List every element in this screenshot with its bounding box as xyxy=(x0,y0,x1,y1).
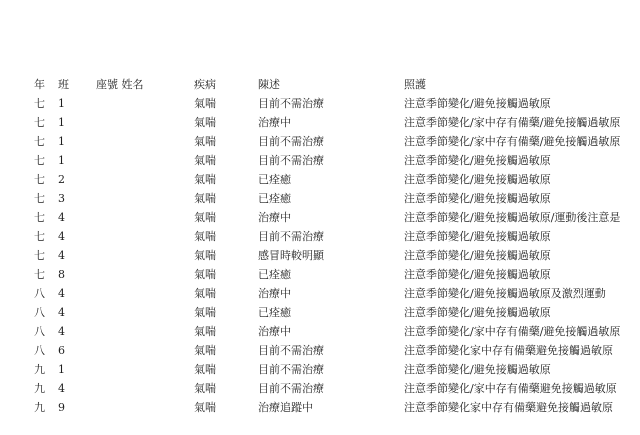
cell-class: 4 xyxy=(58,249,65,262)
table-header xyxy=(0,76,640,94)
cell-status: 目前不需治療 xyxy=(258,382,324,395)
cell-disease: 氣喘 xyxy=(194,344,216,357)
cell-class: 4 xyxy=(58,306,65,319)
cell-grade: 七 xyxy=(34,192,45,205)
cell-disease: 氣喘 xyxy=(194,230,216,243)
cell-grade: 七 xyxy=(34,97,45,110)
table-row xyxy=(0,171,640,189)
cell-disease: 氣喘 xyxy=(194,306,216,319)
cell-status: 目前不需治療 xyxy=(258,363,324,376)
cell-disease: 氣喘 xyxy=(194,192,216,205)
cell-class: 3 xyxy=(58,192,65,205)
cell-class: 1 xyxy=(58,116,65,129)
table-row xyxy=(0,133,640,151)
cell-grade: 七 xyxy=(34,268,45,281)
cell-care: 注意季節變化/家中存有備藥/避免接觸過敏原 xyxy=(404,325,621,338)
cell-class: 4 xyxy=(58,211,65,224)
cell-grade: 七 xyxy=(34,249,45,262)
cell-care: 注意季節變化/家中存有備藥/避免接觸過敏原 xyxy=(404,116,621,129)
cell-class: 2 xyxy=(58,173,65,186)
cell-grade: 七 xyxy=(34,230,45,243)
table-row xyxy=(0,228,640,246)
cell-grade: 九 xyxy=(34,401,45,414)
cell-grade: 七 xyxy=(34,154,45,167)
cell-grade: 七 xyxy=(34,211,45,224)
table-row xyxy=(0,380,640,398)
cell-disease: 氣喘 xyxy=(194,401,216,414)
table-row xyxy=(0,399,640,417)
cell-class: 1 xyxy=(58,363,65,376)
table-row xyxy=(0,285,640,303)
cell-class: 4 xyxy=(58,287,65,300)
table-row xyxy=(0,152,640,170)
cell-status: 感冒時較明顯 xyxy=(258,249,324,262)
cell-grade: 八 xyxy=(34,325,45,338)
cell-grade: 八 xyxy=(34,287,45,300)
table-row xyxy=(0,342,640,360)
cell-disease: 氣喘 xyxy=(194,116,216,129)
cell-class: 6 xyxy=(58,344,65,357)
cell-class: 9 xyxy=(58,401,65,414)
cell-care: 注意季節變化家中存有備藥避免接觸過敏原 xyxy=(404,401,613,414)
cell-status: 治療中 xyxy=(258,287,291,300)
cell-care: 注意季節變化/避免接觸過敏原 xyxy=(404,363,551,376)
cell-status: 已痊癒 xyxy=(258,192,291,205)
cell-status: 目前不需治療 xyxy=(258,230,324,243)
cell-disease: 氣喘 xyxy=(194,287,216,300)
cell-grade: 八 xyxy=(34,344,45,357)
cell-care: 注意季節變化/避免接觸過敏原 xyxy=(404,249,551,262)
cell-disease: 氣喘 xyxy=(194,154,216,167)
cell-care: 注意季節變化/避免接觸過敏原 xyxy=(404,306,551,319)
cell-grade: 九 xyxy=(34,363,45,376)
header-disease: 疾病 xyxy=(194,78,216,91)
header-care: 照護 xyxy=(404,78,426,91)
table-row xyxy=(0,304,640,322)
cell-status: 已痊癒 xyxy=(258,173,291,186)
cell-class: 4 xyxy=(58,325,65,338)
cell-grade: 八 xyxy=(34,306,45,319)
cell-status: 目前不需治療 xyxy=(258,135,324,148)
cell-status: 治療中 xyxy=(258,116,291,129)
cell-disease: 氣喘 xyxy=(194,249,216,262)
cell-class: 1 xyxy=(58,135,65,148)
cell-status: 目前不需治療 xyxy=(258,154,324,167)
cell-class: 1 xyxy=(58,154,65,167)
cell-disease: 氣喘 xyxy=(194,268,216,281)
cell-grade: 七 xyxy=(34,135,45,148)
table-row xyxy=(0,266,640,284)
cell-care: 注意季節變化/家中存有備藥避免接觸過敏原 xyxy=(404,382,617,395)
cell-disease: 氣喘 xyxy=(194,135,216,148)
cell-disease: 氣喘 xyxy=(194,363,216,376)
cell-class: 8 xyxy=(58,268,65,281)
cell-care: 注意季節變化/避免接觸過敏原 xyxy=(404,230,551,243)
cell-disease: 氣喘 xyxy=(194,211,216,224)
cell-care: 注意季節變化/避免接觸過敏原 xyxy=(404,173,551,186)
cell-care: 注意季節變化/避免接觸過敏原 xyxy=(404,192,551,205)
cell-status: 治療中 xyxy=(258,211,291,224)
cell-status: 已痊癒 xyxy=(258,306,291,319)
cell-disease: 氣喘 xyxy=(194,173,216,186)
header-class: 班 xyxy=(58,78,69,91)
cell-status: 已痊癒 xyxy=(258,268,291,281)
cell-status: 目前不需治療 xyxy=(258,97,324,110)
header-seat-name: 座號 姓名 xyxy=(96,78,144,91)
cell-disease: 氣喘 xyxy=(194,382,216,395)
cell-care: 注意季節變化家中存有備藥避免接觸過敏原 xyxy=(404,344,613,357)
table-row xyxy=(0,209,640,227)
cell-status: 治療追蹤中 xyxy=(258,401,313,414)
cell-care: 注意季節變化/避免接觸過敏原 xyxy=(404,268,551,281)
cell-care: 注意季節變化/避免接觸過敏原 xyxy=(404,97,551,110)
cell-grade: 七 xyxy=(34,116,45,129)
table-row xyxy=(0,361,640,379)
header-grade: 年 xyxy=(34,78,45,91)
table-row xyxy=(0,114,640,132)
cell-care: 注意季節變化/避免接觸過敏原 xyxy=(404,154,551,167)
header-status: 陳述 xyxy=(258,78,280,91)
table-row xyxy=(0,323,640,341)
table-row xyxy=(0,247,640,265)
cell-status: 治療中 xyxy=(258,325,291,338)
cell-grade: 七 xyxy=(34,173,45,186)
cell-class: 1 xyxy=(58,97,65,110)
cell-class: 4 xyxy=(58,230,65,243)
cell-care: 注意季節變化/避免接觸過敏原/運動後注意是 xyxy=(404,211,621,224)
cell-class: 4 xyxy=(58,382,65,395)
cell-status: 目前不需治療 xyxy=(258,344,324,357)
cell-disease: 氣喘 xyxy=(194,325,216,338)
table-row xyxy=(0,190,640,208)
cell-disease: 氣喘 xyxy=(194,97,216,110)
cell-care: 注意季節變化/避免接觸過敏原及激烈運動 xyxy=(404,287,606,300)
cell-care: 注意季節變化/家中存有備藥/避免接觸過敏原 xyxy=(404,135,621,148)
table-row xyxy=(0,95,640,113)
cell-grade: 九 xyxy=(34,382,45,395)
